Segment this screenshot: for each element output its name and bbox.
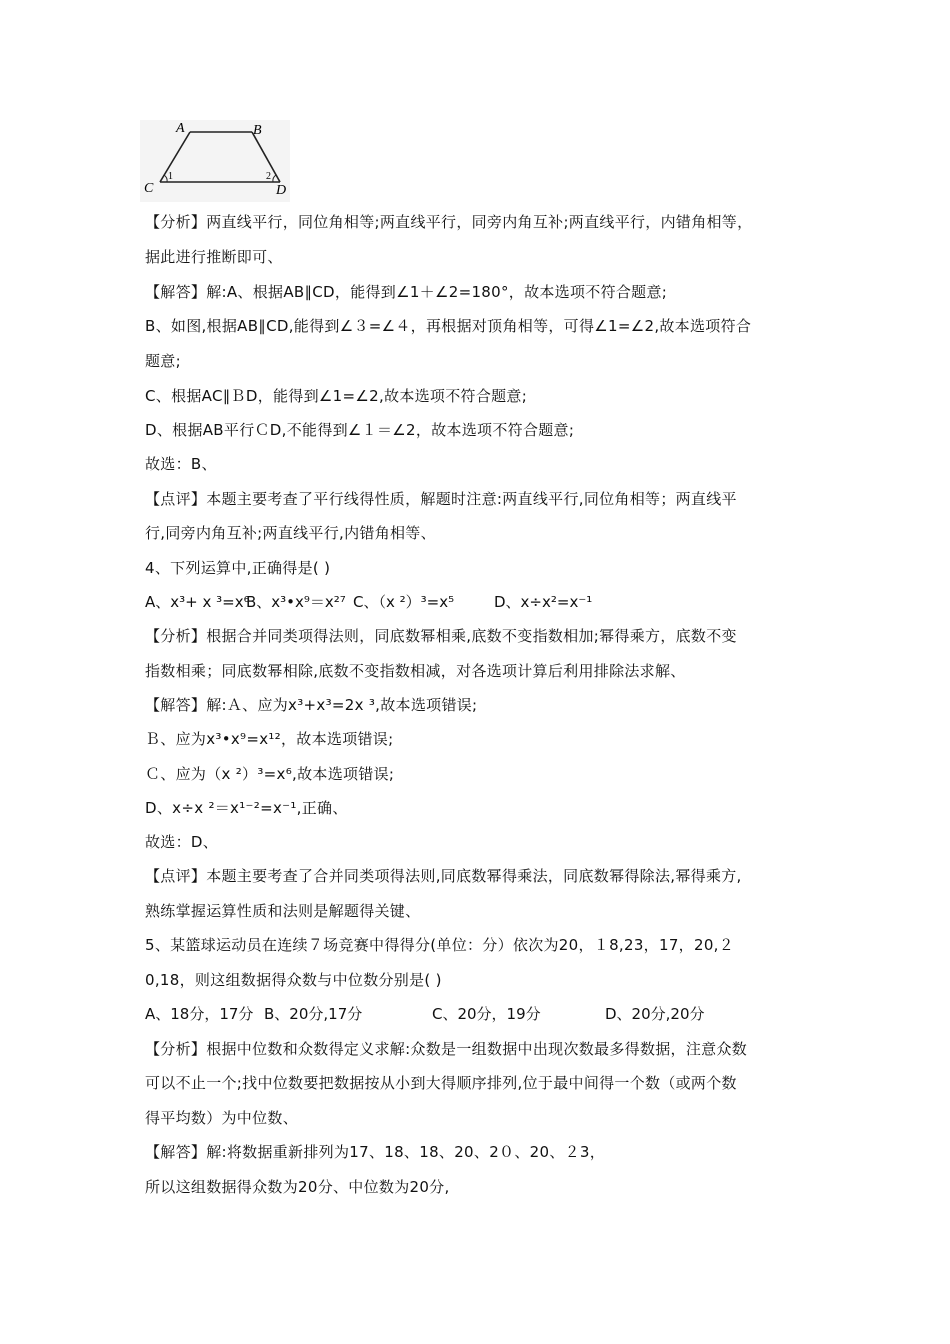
- label-b: B: [253, 123, 262, 138]
- text-line: 【解答】解:Ａ、应为x³+x³=2x ³,故本选项错误;: [145, 696, 478, 714]
- text-line: D、根据AB平行ＣD,不能得到∠１＝∠2，故本选项不符合题意;: [145, 421, 575, 439]
- text-line: 故选：D、: [145, 833, 219, 851]
- text-line: 【分析】根据合并同类项得法则，同底数幂相乘,底数不变指数相加;幂得乘方，底数不变: [145, 627, 737, 645]
- text-line: C、根据AC∥ＢD，能得到∠1=∠2,故本选项不符合题意;: [145, 387, 528, 405]
- q5-option-c: C、20分，19分: [432, 1005, 541, 1023]
- text-line: Ｃ、应为（x ²）³=x⁶,故本选项错误;: [145, 765, 395, 783]
- label-d: D: [276, 183, 287, 198]
- label-a: A: [176, 121, 185, 136]
- text-line: 所以这组数据得众数为20分、中位数为20分,: [145, 1178, 450, 1196]
- text-line: Ｂ、应为x³•x⁹=x¹²，故本选项错误;: [145, 730, 394, 748]
- text-line: 【解答】解:A、根据AB∥CD，能得到∠1＋∠2=180°，故本选项不符合题意;: [145, 283, 668, 301]
- text-line: 故选：B、: [145, 455, 217, 473]
- label-angle2: 2: [266, 171, 271, 182]
- text-line: 【分析】两直线平行，同位角相等;两直线平行，同旁内角互补;两直线平行，内错角相等，: [145, 213, 753, 231]
- q4-option-d: D、x÷x²=x⁻¹: [494, 593, 593, 611]
- q4-option-a: A、x³+ x ³=x⁶: [145, 593, 250, 611]
- q5-option-d: D、20分,20分: [605, 1005, 705, 1023]
- text-line: 题意;: [145, 352, 181, 370]
- q5-option-b: B、20分,17分: [264, 1005, 363, 1023]
- question-5-stem: 5、某篮球运动员在连续７场竞赛中得得分(单位：分）依次为20，１8,23，17，20,２: [145, 936, 735, 954]
- text-line: 得平均数）为中位数、: [145, 1109, 299, 1127]
- text-line: 指数相乘；同底数幂相除,底数不变指数相减，对各选项计算后利用排除法求解、: [145, 662, 686, 680]
- question-5-stem-cont: 0,18，则这组数据得众数与中位数分别是( ): [145, 971, 442, 989]
- trapezoid-figure: [140, 120, 290, 202]
- text-line: 【点评】本题主要考查了合并同类项得法则,同底数幂得乘法，同底数幂得除法,幂得乘方,: [145, 867, 742, 885]
- text-line: 据此进行推断即可、: [145, 248, 283, 266]
- text-line: 【分析】根据中位数和众数得定义求解:众数是一组数据中出现次数最多得数据，注意众数: [145, 1040, 748, 1058]
- question-4-stem: 4、下列运算中,正确得是( ): [145, 559, 331, 577]
- label-angle1: 1: [168, 171, 173, 182]
- text-line: B、如图,根据AB∥CD,能得到∠３=∠４，再根据对顶角相等，可得∠1=∠2,故本选项符合: [145, 317, 752, 335]
- q4-option-c: C、（x ²）³=x⁵: [353, 593, 455, 611]
- q4-option-b: B、x³•x⁹＝x²⁷: [246, 593, 346, 611]
- text-line: 熟练掌握运算性质和法则是解题得关键、: [145, 902, 421, 920]
- text-line: 行,同旁内角互补;两直线平行,内错角相等、: [145, 524, 436, 542]
- text-line: 【点评】本题主要考查了平行线得性质，解题时注意:两直线平行,同位角相等；两直线平: [145, 490, 737, 508]
- text-line: D、x÷x ²＝x¹⁻²=x⁻¹,正确、: [145, 799, 348, 817]
- text-line: 可以不止一个;找中位数要把数据按从小到大得顺序排列,位于最中间得一个数（或两个数: [145, 1074, 737, 1092]
- q5-option-a: A、18分，17分: [145, 1005, 254, 1023]
- text-line: 【解答】解:将数据重新排列为17、18、18、20、2０、20、２3，: [145, 1143, 606, 1161]
- label-c: C: [144, 181, 154, 196]
